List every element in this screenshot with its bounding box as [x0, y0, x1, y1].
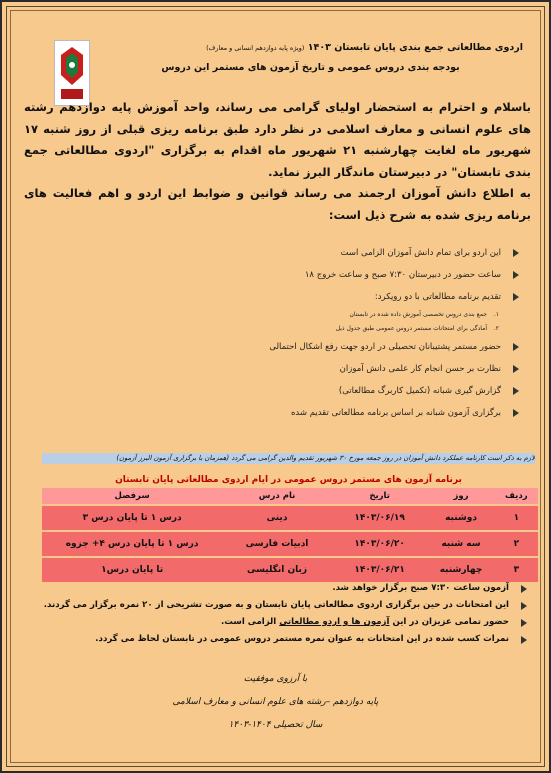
intro-paragraph-1: باسلام و احترام به استحضار اولیای گرامی می رساند، واحد آموزش پایه دوازدهم رشته های علوم انسانی و معارف اسلامی در نظر دارد طبق برنامه ریزی قبلی از روز شنبه ۱۷ شهریور ماه لغایت چهارشنبه ۲۱ شهریور ماه اقدام به برگزاری "اردوی مطالعاتی جمع بندی تابستان" در دبیرستان ماندگار البرز نماید. [24, 100, 532, 179]
cell-day: سه شنبه [427, 531, 494, 557]
note-text: نمرات کسب شده در این امتحانات به عنوان نمره مستمر دروس عمومی در تابستان لحاظ می گردد. [95, 634, 509, 644]
arrow-bullet-icon [513, 293, 519, 301]
list-item-text: جمع بندی دروس تخصصی آموزش داده شده در تابستان [349, 311, 487, 318]
arrow-bullet-icon [521, 636, 527, 644]
sub-item-number: ۱. [493, 311, 499, 318]
cell-date: ۱۴۰۳/۰۶/۱۹ [332, 505, 428, 531]
col-header-day: روز [427, 488, 494, 505]
sub-list-item [42, 308, 519, 322]
cell-date: ۱۴۰۳/۰۶/۲۰ [332, 531, 428, 557]
col-header-row-number: ردیف [495, 488, 538, 505]
arrow-bullet-icon [513, 271, 519, 279]
cell-course: زبان انگلیسی [222, 557, 332, 582]
note-item [30, 580, 527, 597]
arrow-bullet-icon [513, 409, 519, 417]
list-item [42, 286, 519, 308]
cell-topic: تا پایان درس۱ [42, 557, 222, 582]
list-item-text: نظارت بر حسن انجام کار علمی دانش آموزان [339, 364, 501, 374]
exam-notes-list [30, 580, 527, 648]
signature-block [2, 668, 549, 737]
note-underlined-text: آزمون ها و اردو مطالعاتی [279, 617, 390, 627]
rules-list [42, 242, 519, 424]
list-item-text: برگزاری آزمون شبانه بر اساس برنامه مطالعاتی تقدیم شده [290, 408, 501, 418]
table-row [42, 557, 538, 582]
arrow-bullet-icon [513, 343, 519, 351]
note-item [30, 614, 527, 631]
header-title-small: (ویژه پایه دوازدهم انسانی و معارف) [206, 44, 305, 52]
header-subtitle: بودجه بندی دروس عمومی و تاریخ آزمون های مستمر این دروس [161, 62, 460, 73]
table-row [42, 505, 538, 531]
header-title-main: اردوی مطالعاتی جمع بندی پایان تابستان ۱۴۰۳ [307, 42, 523, 53]
cell-day: چهارشنبه [427, 557, 494, 582]
arrow-bullet-icon [513, 387, 519, 395]
col-header-date: تاریخ [332, 488, 428, 505]
list-item-text: این اردو برای تمام دانش آموزان الزامی است [340, 248, 501, 258]
cell-course: دینی [222, 505, 332, 531]
note-text: آزمون ساعت ۷:۳۰ صبح برگزار خواهد شد. [332, 583, 509, 593]
signature-line-1: با آرزوی موفقیت [243, 674, 308, 684]
cell-course: ادبیات فارسی [222, 531, 332, 557]
list-item-text: حضور مستمر پشتیبانان تحصیلی در اردو جهت رفع اشکال احتمالی [269, 342, 501, 352]
list-item [42, 402, 519, 424]
list-item-text: تقدیم برنامه مطالعاتی با دو رویکرد: [374, 292, 501, 302]
exam-table-title: برنامه آزمون های مستمر دروس عمومی در ایام اردوی مطالعاتی پایان تابستان [115, 475, 462, 485]
cell-row-number: ۱ [495, 505, 538, 531]
intro-text [24, 97, 531, 226]
school-emblem-icon [55, 41, 89, 105]
list-item [42, 242, 519, 264]
header-title [92, 42, 529, 53]
table-header-row [42, 488, 538, 505]
cell-row-number: ۳ [495, 557, 538, 582]
exam-schedule-table [42, 488, 538, 582]
cell-topic: درس ۱ تا پایان درس ۴+ جزوه [42, 531, 222, 557]
list-item [42, 336, 519, 358]
sub-item-number: ۲. [493, 325, 499, 332]
note-text: این امتحانات در حین برگزاری اردوی مطالعاتی پایان تابستان و به صورت تشریحی از ۲۰ نمره برگزار می گردند. [43, 600, 509, 610]
list-item [42, 380, 519, 402]
note-text: الزامی است. [221, 617, 280, 627]
arrow-bullet-icon [521, 602, 527, 610]
col-header-course: نام درس [222, 488, 332, 505]
document-header [92, 42, 529, 73]
note-text: حضور تمامی عزیزان در این [389, 617, 509, 627]
col-header-topic: سرفصل [42, 488, 222, 505]
list-item [42, 264, 519, 286]
list-item-text: آمادگی برای امتحانات مستمر دروس عمومی طبق جدول ذیل [335, 325, 487, 332]
note-item [30, 631, 527, 648]
arrow-bullet-icon [513, 249, 519, 257]
arrow-bullet-icon [521, 619, 527, 627]
signature-line-3: سال تحصیلی ۱۴۰۴-۱۴۰۳ [228, 720, 323, 730]
arrow-bullet-icon [513, 365, 519, 373]
cell-date: ۱۴۰۳/۰۶/۲۱ [332, 557, 428, 582]
signature-line-2: پایه دوازدهم –رشته های علوم انسانی و معارف اسلامی [172, 697, 379, 707]
intro-paragraph-2: به اطلاع دانش آموزان ارجمند می رساند قوانین و ضوابط این اردو و اهم فعالیت های برنامه ریزی شده به شرح ذیل است: [24, 186, 531, 222]
table-row [42, 531, 538, 557]
cell-topic: درس ۱ تا پایان درس ۳ [42, 505, 222, 531]
cell-day: دوشنبه [427, 505, 494, 531]
list-item-text: ساعت حضور در دبیرستان ۷:۳۰ صبح و ساعت خروج ۱۸ [304, 270, 501, 280]
sub-list-item [42, 322, 519, 336]
report-card-note: لازم به ذکر است کارنامه عملکرد دانش آموزان در روز جمعه مورخ ۳۰ شهریور تقدیم والدین گرامی می گردد (همزمان با برگزاری آزمون البرز آزمون) [116, 454, 535, 462]
cell-row-number: ۲ [495, 531, 538, 557]
arrow-bullet-icon [521, 585, 527, 593]
list-item [42, 358, 519, 380]
note-item [30, 597, 527, 614]
list-item-text: گزارش گیری شبانه (تکمیل کاربرگ مطالعاتی) [338, 386, 501, 396]
